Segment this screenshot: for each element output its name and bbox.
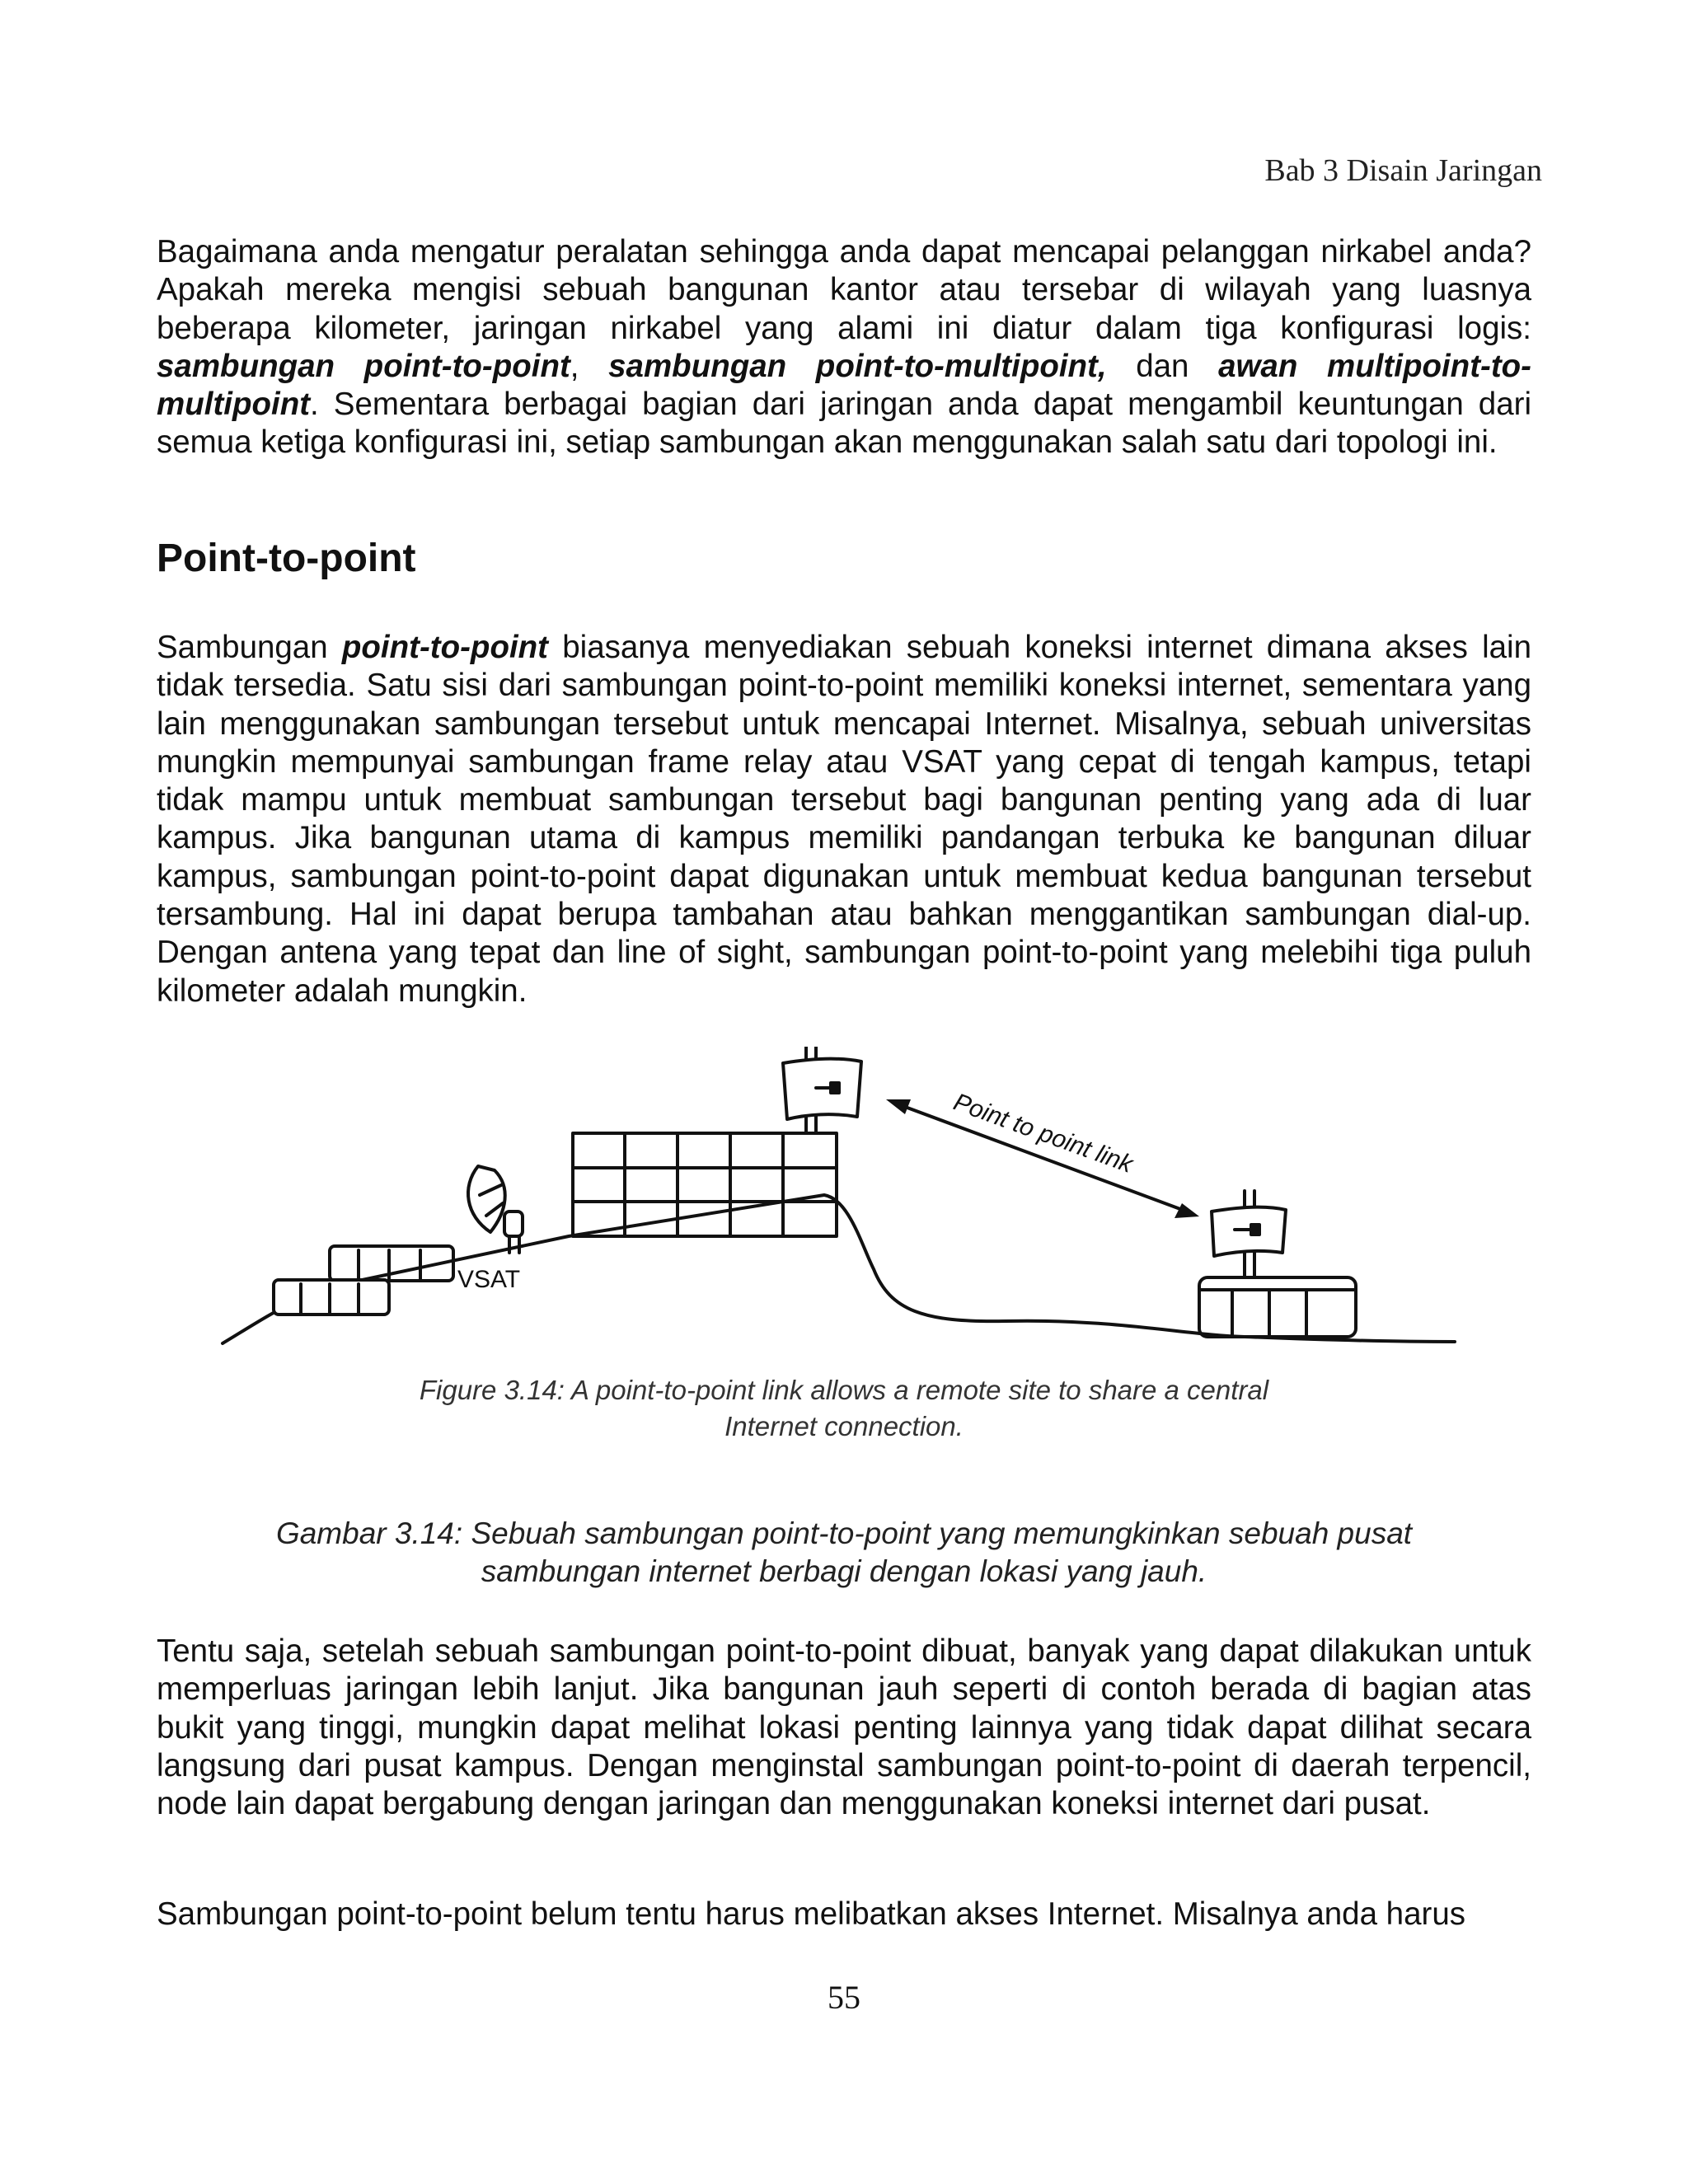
section-heading: Point-to-point — [157, 537, 416, 580]
vsat-label: VSAT — [457, 1266, 521, 1293]
term-point-to-point: sambungan point-to-point — [157, 348, 570, 384]
intro-text-3: dan — [1106, 348, 1219, 384]
term-point-to-multipoint: sambungan point-to-multipoint, — [608, 348, 1107, 384]
intro-paragraph — [157, 233, 1531, 462]
figure-caption-line-2: Internet connection. — [724, 1411, 964, 1441]
remote-building — [1199, 1277, 1356, 1337]
term-point-to-point-2: point-to-point — [341, 630, 548, 665]
intro-text-1: Bagaimana anda mengatur peralatan sehingga anda dapat mencapai pelanggan nirkabel anda? Apakah mereka mengisi sebuah bangunan kantor atau tersebar di wilayah yang luasnya beberapa kilometer, jaringan nirkabel yang alami ini diatur dalam tiga konfigurasi logis: — [157, 234, 1531, 346]
ptp-text-1: Sambungan — [157, 630, 342, 665]
term-multipoint-to-multipoint: awan multipoint-to-multipoint — [157, 348, 1531, 423]
figure-caption-english — [247, 1372, 1441, 1445]
running-header: Bab 3 Disain Jaringan — [1264, 153, 1542, 188]
figure-caption-line-1: Figure 3.14: A point-to-point link allows a remote site to share a central — [419, 1375, 1269, 1405]
main-campus-building — [573, 1133, 837, 1236]
intro-text-2: , — [570, 348, 609, 384]
main-antenna-icon — [783, 1047, 861, 1133]
figure-caption-indonesian — [165, 1515, 1523, 1591]
remote-antenna-icon — [1212, 1191, 1286, 1277]
page-number: 55 — [828, 1979, 860, 2016]
continuation-paragraph: Sambungan point-to-point belum tentu harus melibatkan akses Internet. Misalnya anda harus — [157, 1896, 1465, 1932]
link-arrow — [886, 1099, 1199, 1218]
gambar-caption-line-1: Gambar 3.14: Sebuah sambungan point-to-point yang memungkinkan sebuah pusat — [275, 1516, 1413, 1550]
link-label: Point to point link — [950, 1088, 1137, 1179]
ptp-text-2: biasanya menyediakan sebuah koneksi internet dimana akses lain tidak tersedia. Satu sisi dari sambungan point-to-point memiliki koneksi internet, sementara yang lain menggunakan sambungan tersebut untuk mencapai Internet. Misalnya, sebuah universitas mungkin mempunyai sambungan frame relay atau VSAT yang cepat di tengah kampus, tetapi tidak mampu untuk membuat sambungan tersebut bagi bangunan penting yang ada di luar kampus. Jika bangunan utama di kampus memiliki pandangan terbuka ke bangunan diluar kampus, sambungan point-to-point dapat digunakan untuk membuat kedua bangunan tersebut tersambung. Hal ini dapat berupa tambahan atau bahkan menggantikan sambungan dial-up. Dengan antena yang tepat dan line of sight, sambungan point-to-point yang melebihi tiga puluh kilometer adalah mungkin. — [157, 630, 1531, 1009]
vsat-dish-icon — [468, 1166, 523, 1253]
intro-text-4: . Sementara berbagai bagian dari jaringan anda dapat mengambil keuntungan dari semua ketiga konfigurasi ini, setiap sambungan akan menggunakan salah satu dari topologi ini. — [157, 387, 1531, 461]
gambar-caption-line-2: sambungan internet berbagi dengan lokasi yang jauh. — [481, 1554, 1207, 1588]
expansion-paragraph: Tentu saja, setelah sebuah sambungan point-to-point dibuat, banyak yang dapat dilakukan untuk memperluas jaringan lebih lanjut. Jika bangunan jauh seperti di contoh berada di bagian atas bukit yang tinggi, mungkin dapat melihat lokasi penting lainnya yang tidak dapat dilihat secara langsung dari pusat kampus. Dengan menginstal sambungan point-to-point di daerah terpencil, node lain dapat bergabung dengan jaringan dan menggunakan koneksi internet dari pusat. — [157, 1633, 1531, 1822]
small-building-front — [274, 1280, 389, 1315]
point-to-point-paragraph — [157, 629, 1531, 1010]
